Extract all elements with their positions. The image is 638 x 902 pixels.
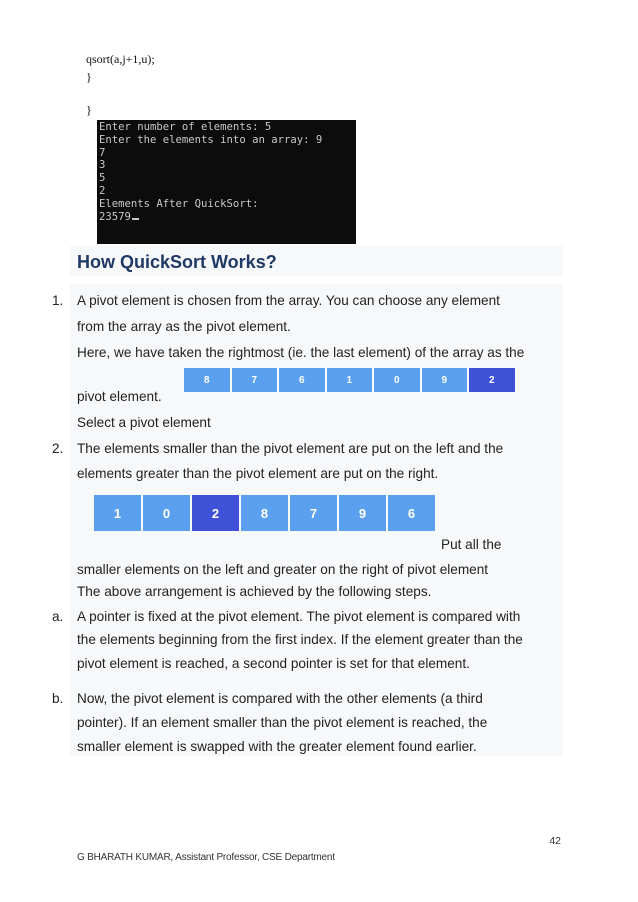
array-cell: 8 — [241, 495, 288, 531]
terminal-line-last — [99, 211, 354, 224]
list-number-1: 1. — [52, 293, 64, 308]
terminal-line: 7 — [99, 146, 106, 159]
array-cell: 0 — [143, 495, 190, 531]
list-letter-b: b. — [52, 691, 64, 706]
array-cell: 1 — [327, 368, 373, 392]
page-footer: G BHARATH KUMAR, Assistant Professor, CSE Department — [77, 852, 335, 863]
terminal-line: Enter number of elements: 5 — [99, 121, 272, 133]
array-cell-pivot: 2 — [192, 495, 239, 531]
array-cell: 6 — [388, 495, 435, 531]
terminal-output — [97, 120, 356, 244]
array-cell-pivot: 2 — [469, 368, 515, 392]
item-b-line3: smaller element is swapped with the greater element found earlier. — [77, 739, 477, 754]
code-line-2: } — [86, 70, 92, 84]
section-heading: How QuickSort Works? — [77, 252, 277, 272]
item2-line5: The above arrangement is achieved by the following steps. — [77, 584, 432, 599]
list-letter-a: a. — [52, 609, 64, 624]
item-b-line2: pointer). If an element smaller than the pivot element is reached, the — [77, 715, 488, 730]
array-cell: 7 — [290, 495, 337, 531]
item1-line4: pivot element. — [77, 389, 162, 404]
list-number-2: 2. — [52, 441, 64, 456]
array-cell: 9 — [422, 368, 468, 392]
item-b-line1: Now, the pivot element is compared with the other elements (a third — [77, 691, 483, 706]
array-cell: 6 — [279, 368, 325, 392]
code-line-3: } — [86, 103, 92, 117]
array-cell: 9 — [339, 495, 386, 531]
terminal-line: Elements After QuickSort: — [99, 197, 259, 210]
terminal-line: 5 — [99, 172, 106, 185]
page-number: 42 — [549, 835, 561, 847]
array-cell: 0 — [374, 368, 420, 392]
item-a-line2: the elements beginning from the first index. If the element greater than the — [77, 632, 523, 647]
item2-line4: smaller elements on the left and greater on the right of pivot element — [77, 562, 489, 577]
array-diagram-2 — [94, 495, 435, 531]
item1-line3: Here, we have taken the rightmost (ie. the last element) of the array as the — [77, 345, 525, 360]
item1-line1: A pivot element is chosen from the array. You can choose any element — [77, 293, 500, 308]
item2-line2: elements greater than the pivot element are put on the right. — [77, 466, 439, 481]
item2-line3: Put all the — [441, 537, 502, 552]
item1-line5: Select a pivot element — [77, 415, 211, 430]
terminal-result: 23579 — [99, 210, 131, 223]
array-cell: 1 — [94, 495, 141, 531]
cursor-icon — [132, 218, 139, 220]
array-cell: 7 — [232, 368, 278, 392]
item-a-line3: pivot element is reached, a second pointer is set for that element. — [77, 656, 470, 671]
item-a-line1: A pointer is fixed at the pivot element. The pivot element is compared with — [77, 609, 521, 624]
code-line-1: qsort(a,j+1,u); — [86, 52, 155, 66]
terminal-line: 3 — [99, 159, 106, 172]
terminal-line: 2 — [99, 184, 106, 197]
item2-line1: The elements smaller than the pivot element are put on the left and the — [77, 441, 504, 456]
terminal-line: Enter the elements into an array: 9 — [99, 133, 323, 146]
array-diagram-1 — [184, 368, 515, 392]
array-cell: 8 — [184, 368, 230, 392]
item1-line2: from the array as the pivot element. — [77, 319, 291, 334]
